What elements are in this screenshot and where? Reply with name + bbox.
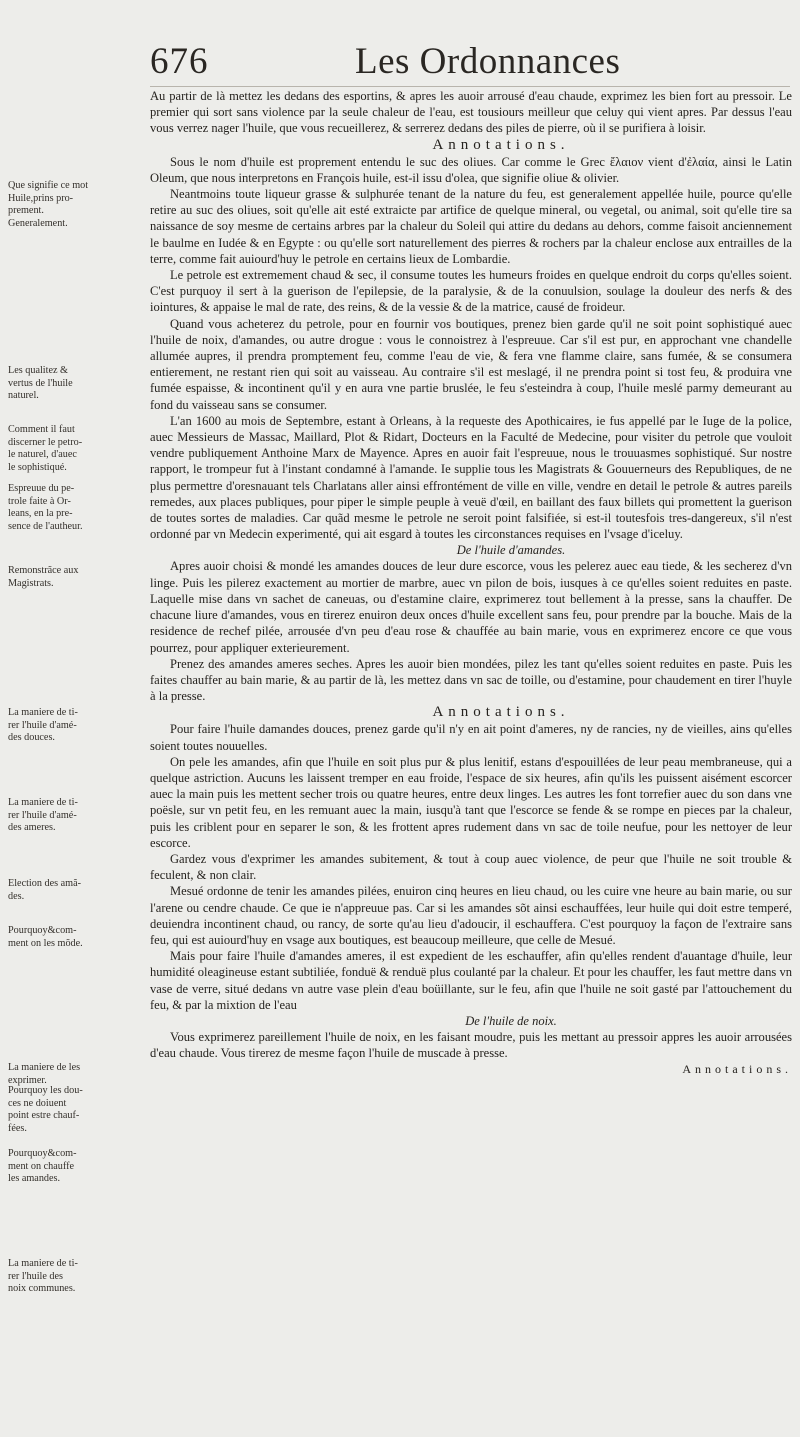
margin-note: La maniere de ti- rer l'huile d'amé- des ameres. <box>8 797 78 834</box>
page-number: 676 <box>150 41 209 82</box>
paragraph: Mais pour faire l'huile d'amandes ameres, il est expedient de les eschauffer, afin qu'elles rendent d'auantage d'huile, leur humidité oleagineuse estant subtiliée, fonduë & renduë plus coulanté par la chaleur. Et pour les chauffer, les faut mettre dans vn vase de verre, situé dedans vn autre vase plein d'eau boüillante, sur le feu, afin que l'huile ne soit gasté par l'attouchement du feu, & par la mixtion de l'eau <box>150 949 792 1012</box>
paragraph: Apres auoir choisi & mondé les amandes douces de leur dure escorce, vous les pelerez auec eau tiede, & les secherez d'vn linge. Puis les pilerez exactement au mortier de marbre, auec vn pilon de bois, iusques à ce qu'elles soient reduites en paste. Laquelle mise dans vn sachet de caneuas, ou d'estamine claire, exprimerez tout bellement à la presse, sans la chauffer. De chacune liure d'amandes, vous en tirerez enuiron deux onces d'huile excellent sans feu, pour prendre par la bouche. Mais de la residence de rechef pilée, arrousée d'vn peu d'eau rose & chauffée au bain marie, vous en exprimerez encore ce que vous pourrez, pour appliquer exterieurement. <box>150 559 792 655</box>
paragraph: Neantmoins toute liqueur grasse & sulphurée tenant de la nature du feu, est generalement appellée huile, pource qu'elle retire au suc des oliues, soit qu'elle ait esté extraicte par artifice de quelque mineral, ou vegetal, ou animal, soit qu'elle tire sa naissance de soy mesme de certains arbres par la chaleur du Soleil qui attire du dedans au dehors, comme faisoit anciennement le baulme en Iudée & en Egypte : ou qu'elle sort naturellement des pierres & rochers par la chaleur enclose aux entrailles de la terre, comme fait auiourd'huy le petrole en certains lieux de Lombardie. <box>150 187 792 266</box>
margin-note: Pourquoy&com- ment on les mõde. <box>8 925 83 949</box>
margin-note: La maniere de ti- rer l'huile d'amé- des douces. <box>8 707 78 744</box>
margin-note: Pourquoy&com- ment on chauffe les amandes. <box>8 1148 77 1185</box>
page-header <box>150 40 790 87</box>
annotations-heading: Annotations. <box>432 704 570 721</box>
section-subheading: De l'huile de noix. <box>465 1013 557 1028</box>
section-subheading: De l'huile d'amandes. <box>456 543 566 558</box>
paragraph: Vous exprimerez pareillement l'huile de noix, en les faisant moudre, puis les mettant au pressoir appres les auoir arrousées d'eau chaude. Vous tirerez de mesme façon l'huile de muscade à presse. <box>150 1029 792 1061</box>
paragraph: Sous le nom d'huile est proprement entendu le suc des oliues. Car comme le Grec ἔλαιον vient d'ἐλαία, ainsi le Latin Oleum, que nous interpretons en François huile, est-il issu d'olea, que signifie oliue & olivier. <box>150 154 792 185</box>
margin-note: Pourquoy les dou- ces ne doiuent point estre chauf- fées. <box>8 1085 83 1134</box>
paragraph: Gardez vous d'exprimer les amandes subitement, & tout à coup auec violence, de peur que l'huile ne soit trouble & feculent, & non clair. <box>150 851 792 883</box>
annotations-heading: Annotations. <box>432 136 570 153</box>
margin-note: La maniere de les exprimer. <box>8 1062 81 1086</box>
margin-note: Les qualitez & vertus de l'huile naturel. <box>8 365 73 402</box>
paragraph: Pour faire l'huile damandes douces, prenez garde qu'il n'y en ait point d'ameres, ny de rancies, ny de vieilles, ains qu'elles soient toutes nouuelles. <box>150 722 792 753</box>
running-head: Les Ordonnances <box>355 41 621 82</box>
margin-note: Que signifie ce mot Huile,prins pro- prement. Generalement. <box>8 180 89 229</box>
margin-note: Comment il faut discerner le petro- le naturel, d'auec le sophistiqué. <box>8 424 83 473</box>
annotations-heading: Annotations. <box>682 1062 792 1077</box>
margin-notes <box>8 0 138 1437</box>
margin-note: Espreuue du pe- trole faite à Or- leans, en la pre- sence de l'autheur. <box>8 483 83 532</box>
margin-note: Remonstrãce aux Magistrats. <box>8 565 79 589</box>
paragraph: Quand vous acheterez du petrole, pour en fournir vos boutiques, prenez bien garde qu'il ne soit point sophistiqué auec l'huile de noix, d'amandes, ou autre drogue : vous le connoistrez à l'espreuue. Car s'il est pur, en approchant vne chandelle allumée aupres, il prendra promptement feu, comme l'eau de vie, & fera vne flamme claire, sans fumée, & se consumera entierement, ne restant rien qui soit au vaisseau. Au contraire s'il est meslagé, il ne prendra point si tost feu, & produira vne fumée espaisse, & incontinent qu'il y en aura vne partie bruslée, le feu s'esteindra à coup, l'huile meslé parmy demeurant au fond du vaisseau sans se consumer. <box>150 316 792 412</box>
paragraph: Mesué ordonne de tenir les amandes pilées, enuiron cinq heures en lieu chaud, ou les cuire vne heure au bain marie, ou sur l'arene ou cendre chaude. Ce que ie n'appreuue pas. Car si les amandes sõt ainsi eschauffées, leur huile qui doit estre temperé, deuiendra incontinent chaud, ou rancy, de sorte qu'au lieu d'adoucir, il eschauffera. C'est pourquoy la façon de l'extraire sans feu, qui est auiourd'huy en vsage aux boutiques, est beaucoup meilleure, que celle de Mesué. <box>150 884 792 947</box>
paragraph: On pele les amandes, afin que l'huile en soit plus pur & plus lenitif, estans d'espouillées de leur peau membraneuse, qui a quelque astriction. Aucuns les laissent tremper en eau froide, l'espace de six heures, afin qu'ils les puissent aisément escorcer auec la main puis les mettent secher trois ou quatre heures, entre deux linges. Les autres les font torrefier auec du son dans vne poësle, sur vn petit feu, en les remuant auec la main, iusqu'à tant que l'escorce se fende & se rompe en pieces par la chaleur, puis les criblent pour en separer le son, & les frottent apres rudement dans vn sac de toile neufue, pour les nettoyer de leur escorce. <box>150 754 792 850</box>
main-text <box>150 88 792 1078</box>
margin-note: Election des amã- des. <box>8 878 81 902</box>
paragraph: Au partir de là mettez les dedans des esportins, & apres les auoir arrousé d'eau chaude, exprimez les bien fort au pressoir. Le premier qui sort sans violence par la seule chaleur de l'eau, est tousiours meilleur que celuy qui vient apres. Par dessus l'eau vous verrez nager l'huile, que vous recueillerez, & serrerez dedans des piles de pierre, où il se purifiera à loisir. <box>150 89 792 136</box>
paragraph: L'an 1600 au mois de Septembre, estant à Orleans, à la requeste des Apothicaires, ie fus appellé par le Iuge de la police, auec Messieurs de Massac, Maillard, Plot & Ridart, Docteurs en la Faculté de Medecine, pour visiter du petrole que vouloit vendre publiquement Anthoine Marx de Mayence. Apres en auoir fait l'espreuue, nous le trouuasmes sophistiqué. Sur nostre rapport, le trompeur fut à l'instant condamné à l'amande. Ie supplie tous les Magistrats & Gouuerneurs des Republiques, de ne plus permettre d'oresnauant tels Charlatans aller ainsi effrontément de ville en ville, vendre en detail le petrole & autres pareils remedes, aux places publiques, pour piper le simple peuple à veuë d'œil, en baillant des faux billets qui promettent la guerison de toutes sortes de maladies. Car quãd mesme le petrole ne seroit point falsifiée, si est-il toutesfois tres-dangereux, s'il n'est ordonné par vn Medecin experimenté, qui ait esgard à toutes les circonstances requises en l'vsage d'iceluy. <box>150 413 792 542</box>
paragraph: Le petrole est extremement chaud & sec, il consume toutes les humeurs froides en quelque endroit du corps qu'elles soient. C'est purquoy il sert à la guerison de l'epilepsie, de la paralysie, & de la conuulsion, soulage la douleur des nerfs & des iointures, & appaise le mal de rate, des reins, & de la vessie & de la matrice, causé de froideur. <box>150 268 792 315</box>
paragraph: Prenez des amandes ameres seches. Apres les auoir bien mondées, pilez les tant qu'elles soient reduites en paste. Puis les faites chauffer au bain marie, & au partir de là, les mettez dans vn sac de toille, ou d'estamine, pour chaudement en tirer l'huyle à la presse. <box>150 656 792 704</box>
margin-note: La maniere de ti- rer l'huile des noix communes. <box>8 1258 78 1295</box>
